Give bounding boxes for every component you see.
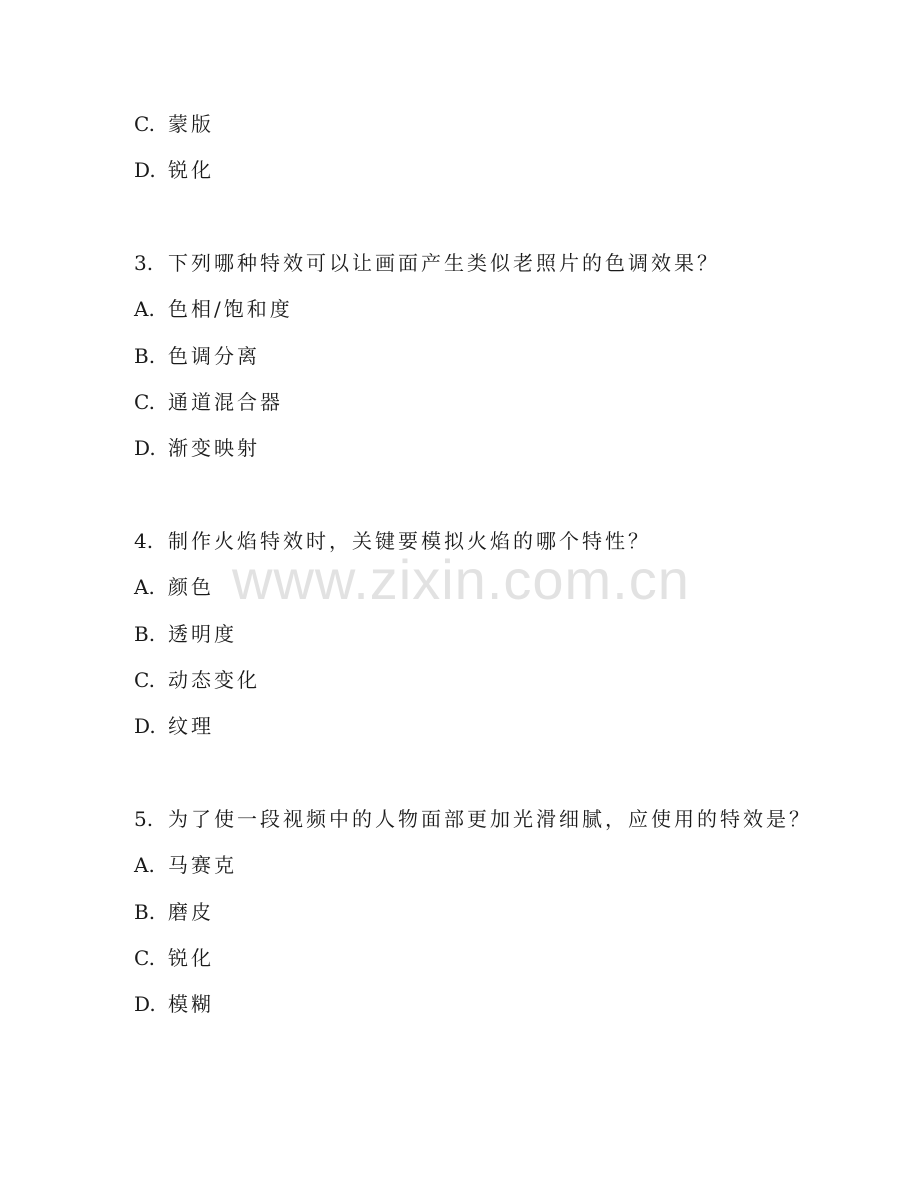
q3-option-b: [134, 344, 260, 368]
option-text: 纹理: [168, 714, 214, 738]
option-text: 渐变映射: [168, 436, 260, 460]
option-text: 磨皮: [168, 900, 214, 924]
q5-stem: [134, 807, 812, 831]
watermark-text: www.zixin.com.cn: [232, 548, 690, 611]
q3-option-a: [134, 297, 293, 321]
q5-option-c: [134, 946, 214, 970]
option-letter: B.: [134, 344, 156, 368]
q4-option-a: [134, 575, 214, 599]
q4-option-d: [134, 714, 214, 738]
q4-option-b: [134, 622, 237, 646]
q2-option-d: [134, 158, 214, 182]
option-letter: A.: [134, 853, 155, 877]
option-text: 色调分离: [168, 344, 260, 368]
question-text: 为了使一段视频中的人物面部更加光滑细腻，应使用的特效是？: [168, 807, 812, 831]
option-letter: C.: [134, 112, 155, 136]
q3-stem: [134, 251, 720, 275]
option-text: 通道混合器: [168, 390, 283, 414]
option-text: 模糊: [168, 992, 214, 1016]
option-letter: C.: [134, 668, 155, 692]
option-letter: D.: [134, 992, 156, 1016]
question-number: 4.: [134, 529, 154, 553]
option-letter: D.: [134, 714, 156, 738]
q3-option-c: [134, 390, 283, 414]
q3-option-d: [134, 436, 260, 460]
q4-option-c: [134, 668, 260, 692]
option-text: 色相/饱和度: [168, 297, 293, 321]
option-text: 蒙版: [168, 112, 214, 136]
q5-option-d: [134, 992, 214, 1016]
option-letter: C.: [134, 946, 155, 970]
option-letter: A.: [134, 575, 155, 599]
option-text: 透明度: [168, 622, 237, 646]
q2-option-c: [134, 112, 214, 136]
option-text: 锐化: [168, 946, 214, 970]
question-text: 制作火焰特效时，关键要模拟火焰的哪个特性？: [168, 529, 651, 553]
q5-option-b: [134, 900, 214, 924]
option-letter: A.: [134, 297, 155, 321]
q5-option-a: [134, 853, 237, 877]
question-number: 5.: [134, 807, 154, 831]
option-letter: D.: [134, 158, 156, 182]
option-text: 锐化: [168, 158, 214, 182]
option-text: 颜色: [168, 575, 214, 599]
option-letter: B.: [134, 622, 156, 646]
question-text: 下列哪种特效可以让画面产生类似老照片的色调效果？: [168, 251, 720, 275]
option-letter: D.: [134, 436, 156, 460]
option-text: 动态变化: [168, 668, 260, 692]
option-letter: C.: [134, 390, 155, 414]
option-text: 马赛克: [168, 853, 237, 877]
question-number: 3.: [134, 251, 154, 275]
option-letter: B.: [134, 900, 156, 924]
